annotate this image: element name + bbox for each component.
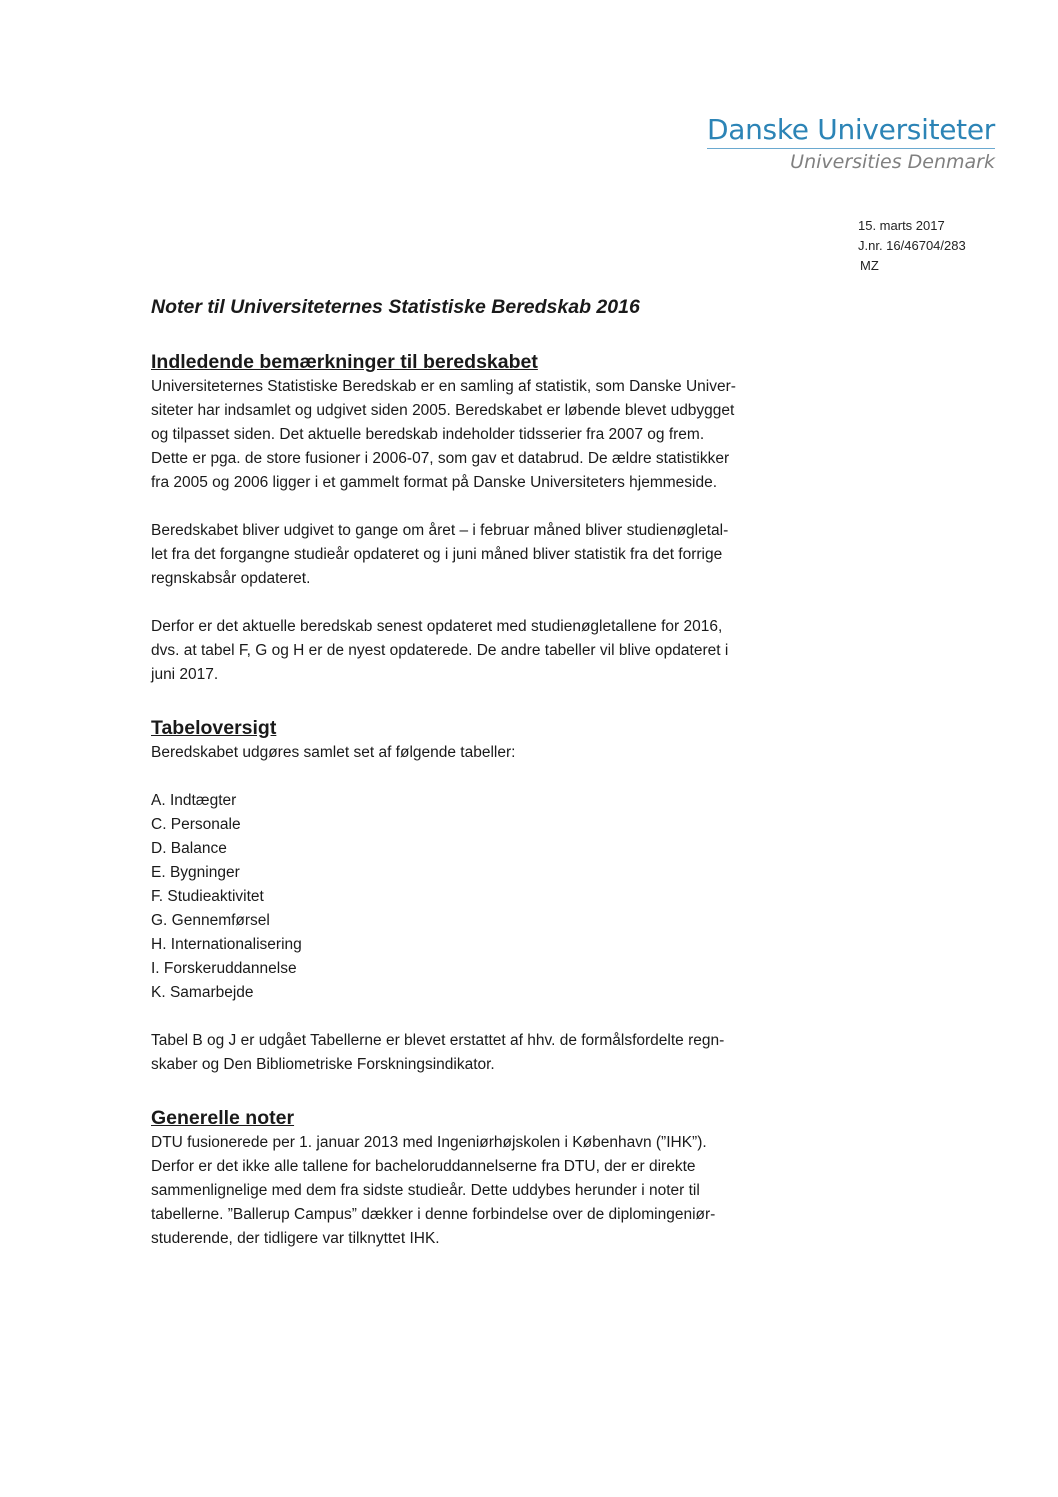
logo-divider <box>707 148 995 149</box>
list-item: G. Gennemførsel <box>151 912 270 929</box>
list-item: I. Forskeruddannelse <box>151 960 297 977</box>
list-item: K. Samarbejde <box>151 984 254 1001</box>
intro-paragraph-3: Derfor er det aktuelle beredskab senest opdateret med studienøgletallene for 2016, dvs. at tabel F, G og H er de nyest opdaterede. De andre tabeller vil blive opdateret i juni 2017. <box>151 618 729 683</box>
logo <box>707 114 995 173</box>
section-heading-intro: Indledende bemærkninger til beredskabet <box>151 351 538 373</box>
journal-number: J.nr. 16/46704/283 <box>858 238 966 253</box>
list-item: F. Studieaktivitet <box>151 888 264 905</box>
list-item: D. Balance <box>151 840 227 857</box>
general-paragraph-1: DTU fusionerede per 1. januar 2013 med Ingeniørhøjskolen i København (”IHK”). Derfor er det ikke alle tallene for bacheloruddannelserne fra DTU, der er direkte sammenlignelige med dem fra sidste studieår. Dette uddybes herunder i noter til tabellerne. ”Ballerup Campus” dækker i denne forbindelse over de diplomingeniør- studerende, der tidligere var tilknyttet IHK. <box>151 1134 716 1247</box>
intro-paragraph-1: Universiteternes Statistiske Beredskab er en samling af statistik, som Danske Univer- siteter har indsamlet og udgivet siden 2005. Beredskabet er løbende blevet udbygget og tilpasset siden. Det aktuelle beredskab indeholder tidsserier fra 2007 og frem. Dette er pga. de store fusioner i 2006-07, som gav et databrud. De ældre statistikker fra 2005 og 2006 ligger i et gammelt format på Danske Universiteters hjemmeside. <box>151 378 736 491</box>
intro-paragraph-2: Beredskabet bliver udgivet to gange om året – i februar måned bliver studienøgletal- let fra det forgangne studieår opdateret og i juni måned bliver statistik fra det forrige regnskabsår opdateret. <box>151 522 729 587</box>
section-heading-tables: Tabeloversigt <box>151 717 277 739</box>
document-meta <box>858 216 966 276</box>
list-item: E. Bygninger <box>151 864 240 881</box>
document-date: 15. marts 2017 <box>858 218 945 233</box>
list-item: C. Personale <box>151 816 241 833</box>
author-initials: MZ <box>860 258 879 273</box>
tables-note: Tabel B og J er udgået Tabellerne er blevet erstattet af hhv. de formålsfordelte regn- skaber og Den Bibliometriske Forskningsindikator. <box>151 1032 725 1073</box>
document-title: Noter til Universiteternes Statistiske Beredskab 2016 <box>151 296 640 318</box>
table-list <box>151 789 841 1005</box>
list-item: H. Internationalisering <box>151 936 302 953</box>
logo-name: Danske Universiteter <box>706 113 995 146</box>
document-body <box>151 292 841 1251</box>
section-heading-general: Generelle noter <box>151 1107 295 1129</box>
logo-subtitle: Universities Denmark <box>790 151 995 173</box>
list-item: A. Indtægter <box>151 792 237 809</box>
tables-intro: Beredskabet udgøres samlet set af følgende tabeller: <box>151 744 516 761</box>
